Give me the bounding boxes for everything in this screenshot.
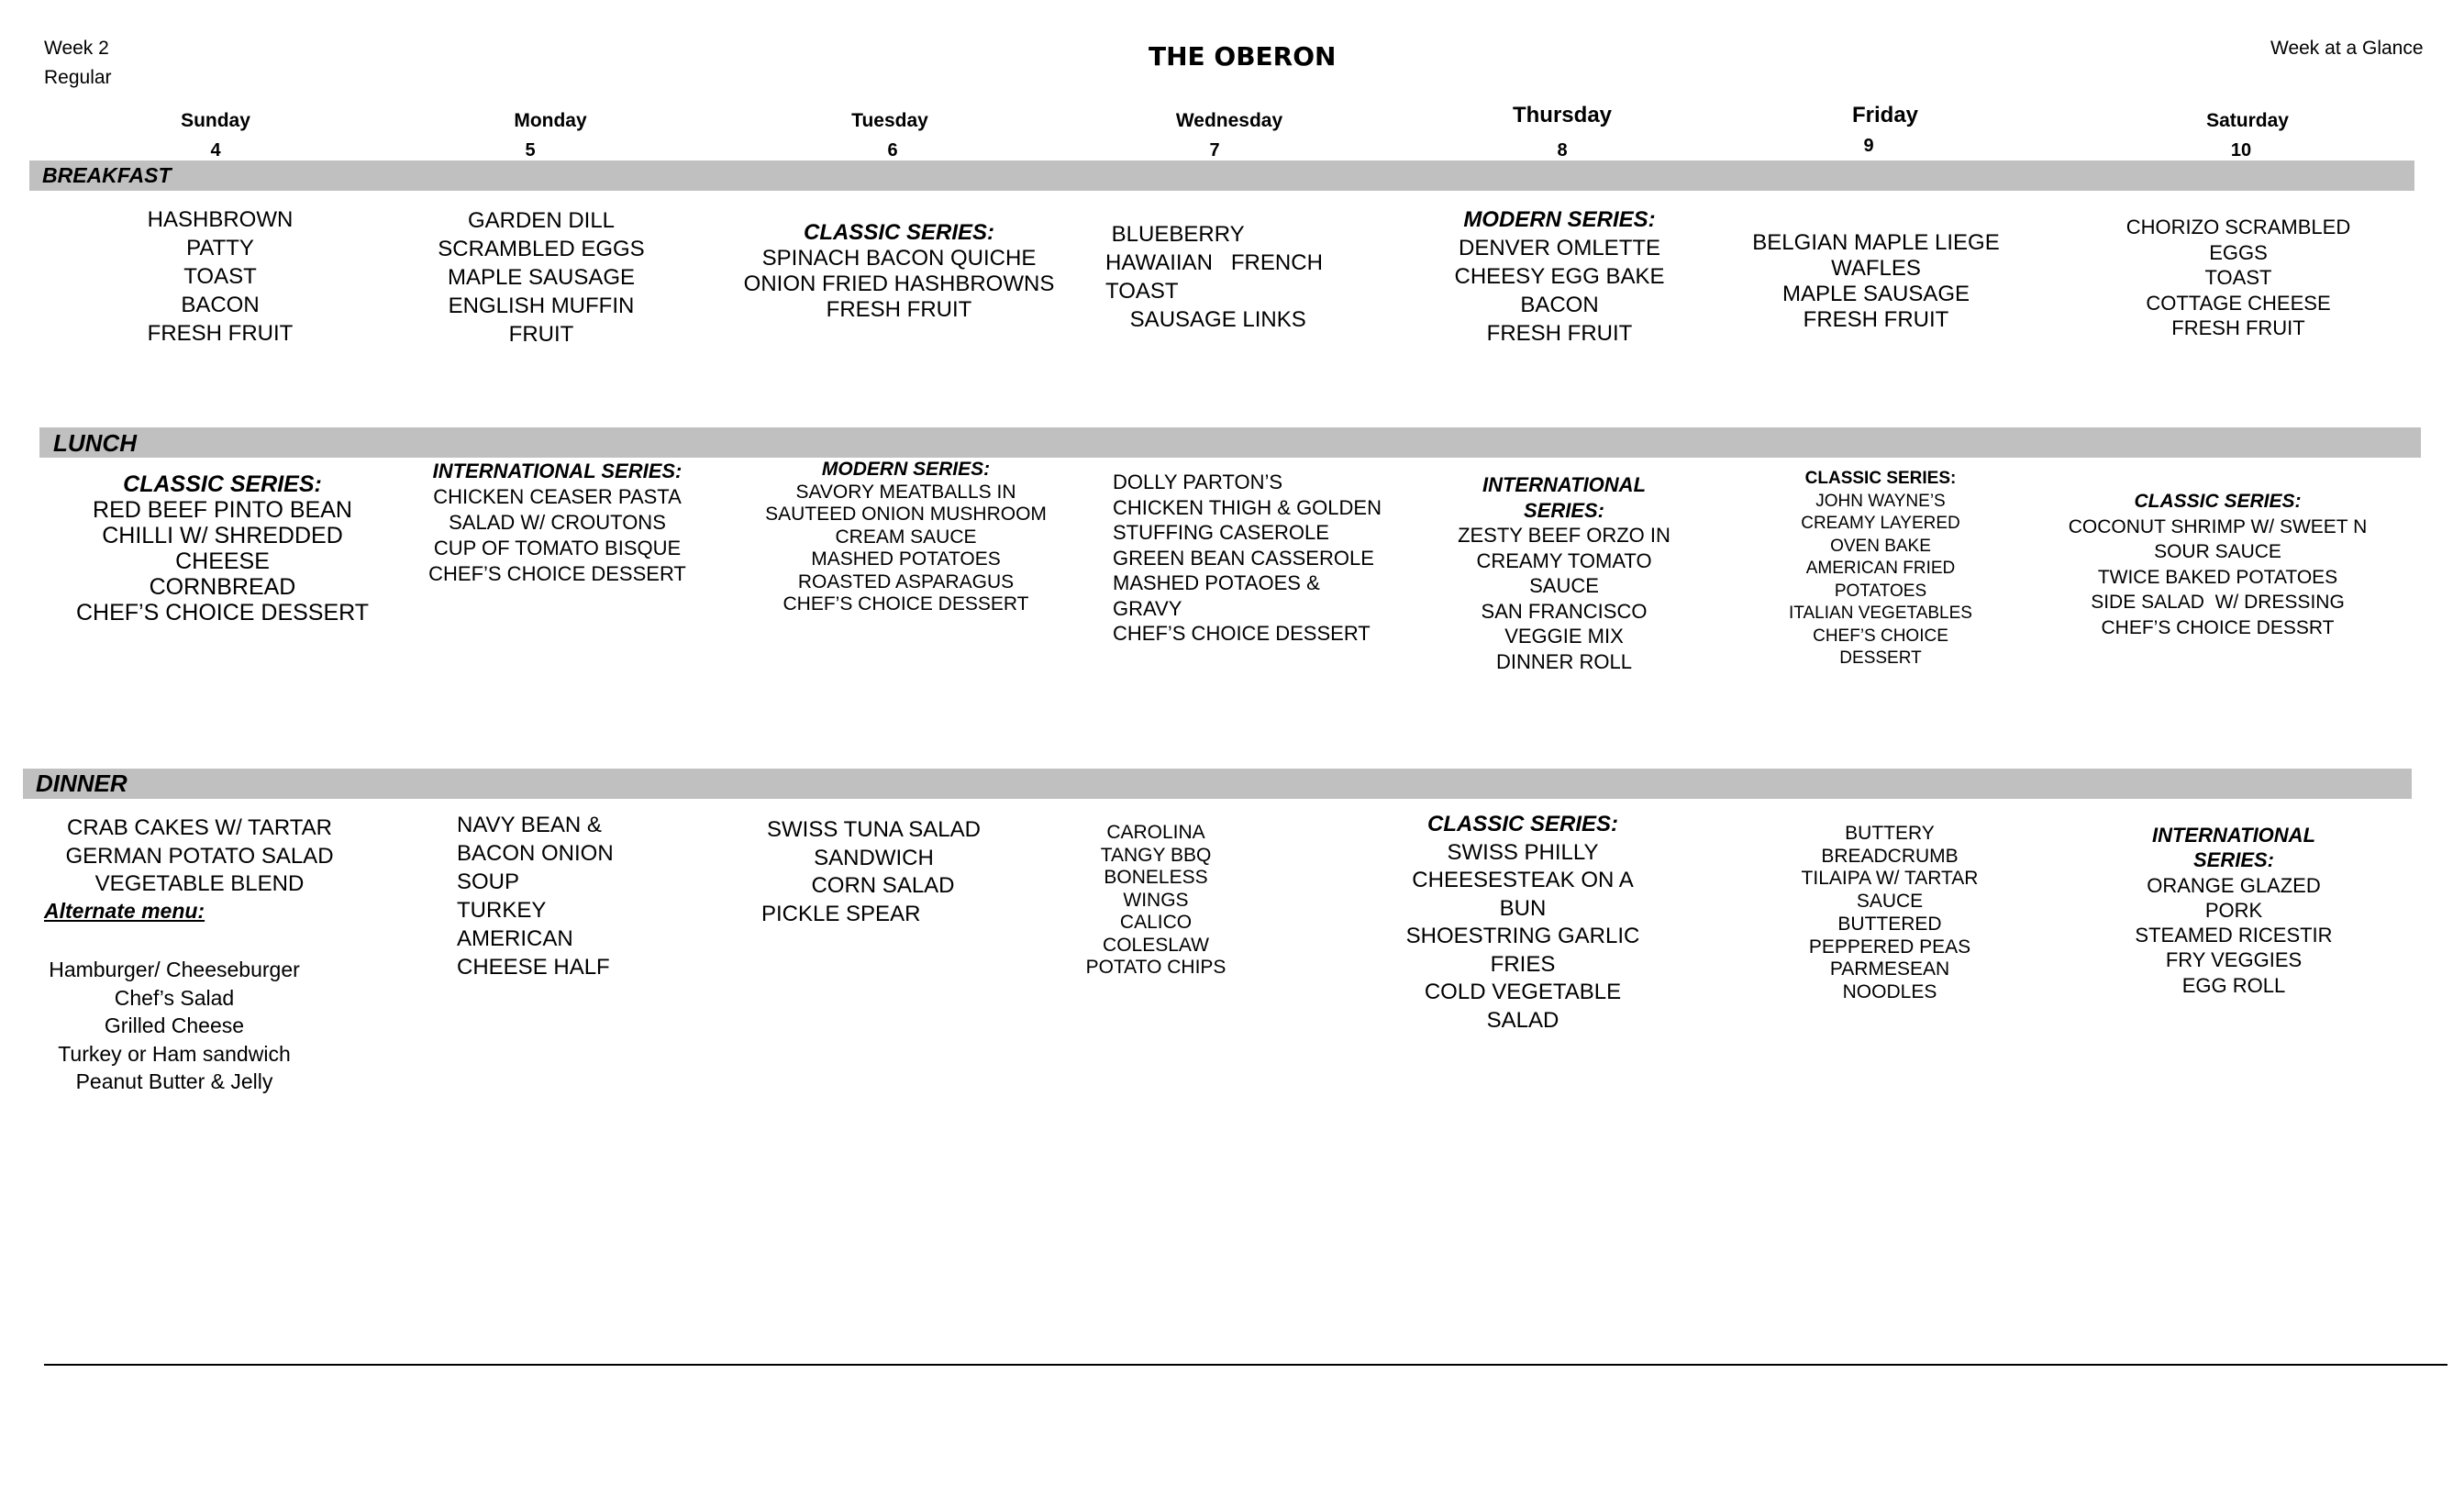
alternate-menu-heading: Alternate menu: bbox=[44, 899, 205, 923]
menu-item: CORNBREAD bbox=[149, 574, 296, 600]
menu-item: CHEESY EGG BAKE bbox=[1454, 264, 1665, 289]
menu-item: POTATO CHIPS bbox=[1085, 957, 1226, 978]
menu-item: PEPPERED PEAS bbox=[1808, 936, 1971, 958]
menu-item: CHICKEN CEASER PASTA bbox=[433, 485, 682, 508]
menu-item: SALAD bbox=[1486, 1007, 1559, 1033]
dinner-cell-wednesday bbox=[1064, 822, 1248, 980]
menu-item: STUFFING CASEROLE bbox=[1113, 521, 1329, 544]
menu-item: CHEF’S CHOICE DESSRT bbox=[2101, 616, 2335, 638]
menu-item: BACON bbox=[181, 293, 260, 317]
menu-item: AMERICAN bbox=[457, 926, 573, 951]
menu-item: CORN SALAD bbox=[793, 873, 955, 898]
menu-item: CREAM SAUCE bbox=[835, 526, 977, 548]
menu-item: BACON ONION bbox=[457, 841, 614, 866]
lunch-cell-sunday bbox=[64, 471, 381, 626]
menu-item: TOAST bbox=[183, 264, 257, 289]
menu-item: SANDWICH bbox=[814, 845, 934, 870]
series-heading: INTERNATIONAL bbox=[1482, 473, 1647, 496]
alternate-menu-item: Hamburger/ Cheeseburger bbox=[49, 958, 300, 981]
lunch-cell-tuesday bbox=[748, 459, 1064, 616]
menu-item: HASHBROWN bbox=[147, 207, 294, 232]
menu-item: CRAB CAKES W/ TARTAR bbox=[67, 815, 332, 840]
menu-item: COLESLAW bbox=[1103, 934, 1209, 956]
lunch-band bbox=[39, 427, 2421, 458]
week-at-a-glance-label: Week at a Glance bbox=[2270, 38, 2424, 59]
dinner-cell-thursday bbox=[1394, 811, 1651, 1035]
menu-item: SAUCE bbox=[1856, 891, 1924, 913]
menu-item: BACON bbox=[1520, 293, 1599, 317]
menu-item: TOAST bbox=[2204, 266, 2272, 289]
menu-item: POTATOES bbox=[1834, 581, 1927, 601]
menu-item: TANGY BBQ bbox=[1100, 844, 1212, 866]
menu-item: ITALIAN VEGETABLES bbox=[1789, 604, 1972, 623]
menu-item: BLUEBERRY bbox=[1105, 222, 1245, 247]
series-heading: SERIES: bbox=[1523, 498, 1605, 522]
menu-item: SAUTEED ONION MUSHROOM bbox=[765, 504, 1047, 525]
series-heading: CLASSIC SERIES: bbox=[1426, 812, 1619, 836]
day-name-sunday: Sunday bbox=[181, 110, 250, 131]
breakfast-cell-friday bbox=[1734, 230, 2018, 333]
menu-item: FRUIT bbox=[508, 322, 574, 347]
menu-item: SWISS TUNA SALAD bbox=[767, 817, 981, 842]
menu-item: CHEF’S CHOICE DESSERT bbox=[428, 562, 686, 585]
day-date-tuesday: 6 bbox=[887, 140, 898, 161]
menu-item: ONION FRIED HASHBROWNS bbox=[743, 271, 1055, 296]
menu-item: BUN bbox=[1499, 895, 1547, 921]
menu-item: DINNER ROLL bbox=[1496, 649, 1632, 673]
menu-item: NAVY BEAN & bbox=[457, 813, 602, 837]
menu-item: CHEF’S CHOICE DESSERT bbox=[782, 593, 1029, 615]
dinner-cell-friday bbox=[1770, 823, 2009, 1004]
menu-item: ZESTY BEEF ORZO IN bbox=[1458, 524, 1670, 547]
menu-item: WINGS bbox=[1123, 889, 1189, 911]
day-date-monday: 5 bbox=[525, 140, 536, 161]
breakfast-band bbox=[29, 161, 2414, 191]
menu-item: SALAD W/ CROUTONS bbox=[449, 511, 666, 534]
menu-item: DOLLY PARTON’S bbox=[1113, 471, 1283, 493]
menu-item: SOUP bbox=[457, 869, 520, 894]
menu-item: BONELESS bbox=[1104, 867, 1208, 888]
menu-item: FRY VEGGIES bbox=[2165, 948, 2303, 972]
menu-item: MASHED POTATOES bbox=[811, 548, 1001, 570]
menu-item: FRESH FRUIT bbox=[1486, 321, 1633, 346]
menu-item: SPINACH BACON QUICHE bbox=[761, 246, 1037, 271]
menu-item: PATTY bbox=[186, 236, 254, 260]
menu-item: TWICE BAKED POTATOES bbox=[2097, 566, 2338, 588]
day-name-friday: Friday bbox=[1851, 103, 1919, 127]
menu-item: CAROLINA bbox=[1106, 822, 1205, 843]
day-date-wednesday: 7 bbox=[1209, 140, 1220, 161]
menu-item: MAPLE SAUSAGE bbox=[447, 265, 636, 290]
menu-item: CREAMY LAYERED bbox=[1801, 514, 1960, 533]
day-date-sunday: 4 bbox=[210, 140, 221, 161]
footer-divider bbox=[44, 1364, 2447, 1366]
breakfast-label: BREAKFAST bbox=[42, 163, 172, 187]
menu-item: CHEF’S CHOICE bbox=[1813, 626, 1948, 646]
day-name-wednesday: Wednesday bbox=[1175, 110, 1283, 131]
menu-item: FRESH FRUIT bbox=[147, 321, 294, 346]
menu-item: COLD VEGETABLE bbox=[1424, 980, 1622, 1004]
menu-item: CUP OF TOMATO BISQUE bbox=[433, 537, 682, 559]
menu-type-label: Regular bbox=[44, 67, 112, 88]
menu-item: CALICO bbox=[1119, 912, 1193, 933]
menu-item: PARMESEAN bbox=[1829, 958, 1950, 980]
menu-item: OVEN BAKE bbox=[1830, 536, 1931, 556]
menu-item: HAWAIIAN FRENCH bbox=[1105, 250, 1323, 275]
lunch-cell-saturday bbox=[2055, 489, 2381, 640]
menu-item: SWISS PHILLY bbox=[1447, 839, 1599, 865]
alternate-menu-item: Chef’s Salad bbox=[114, 985, 235, 1010]
menu-item: GARDEN DILL bbox=[467, 208, 616, 233]
menu-item: EGG ROLL bbox=[2181, 973, 2286, 997]
series-heading: INTERNATIONAL SERIES: bbox=[432, 460, 683, 482]
menu-item: BREADCRUMB bbox=[1821, 845, 1959, 867]
menu-item: SOUR SAUCE bbox=[2154, 541, 2281, 562]
breakfast-cell-tuesday bbox=[734, 220, 1064, 323]
menu-item: CHEESESTEAK ON A bbox=[1412, 868, 1634, 892]
dinner-cell-tuesday bbox=[761, 816, 986, 928]
menu-item: NOODLES bbox=[1842, 980, 1937, 1002]
menu-item: AMERICAN FRIED bbox=[1805, 559, 1956, 578]
page-title: THE OBERON bbox=[1149, 41, 1337, 72]
dinner-cell-monday bbox=[457, 811, 668, 981]
series-heading: INTERNATIONAL bbox=[2151, 824, 2316, 847]
menu-item: COTTAGE CHEESE bbox=[2146, 291, 2331, 315]
series-heading: CLASSIC SERIES: bbox=[1804, 469, 1957, 488]
dinner-cell-sunday bbox=[55, 814, 344, 899]
menu-item: STEAMED RICESTIR bbox=[2135, 924, 2333, 947]
breakfast-cell-sunday bbox=[110, 205, 330, 348]
lunch-cell-thursday bbox=[1440, 472, 1688, 674]
day-date-saturday: 10 bbox=[2230, 140, 2252, 161]
alternate-menu-list bbox=[41, 956, 307, 1096]
menu-item: SIDE SALAD W/ DRESSING bbox=[2091, 592, 2345, 613]
menu-item: PORK bbox=[2204, 898, 2263, 922]
menu-item: TOAST bbox=[1105, 279, 1179, 304]
menu-item: GREEN BEAN CASSEROLE bbox=[1113, 546, 1374, 570]
menu-item: CHEF’S CHOICE DESSERT bbox=[75, 600, 370, 626]
breakfast-cell-thursday bbox=[1431, 205, 1688, 348]
menu-item: VEGETABLE BLEND bbox=[94, 871, 305, 896]
day-date-thursday: 8 bbox=[1557, 140, 1568, 161]
menu-item: CHICKEN THIGH & GOLDEN bbox=[1113, 495, 1382, 519]
menu-item: DESSERT bbox=[1839, 648, 1922, 668]
menu-item: BUTTERED bbox=[1837, 913, 1942, 935]
menu-item: GRAVY bbox=[1113, 596, 1182, 620]
menu-item: GERMAN POTATO SALAD bbox=[65, 843, 334, 869]
series-heading: MODERN SERIES: bbox=[1463, 207, 1656, 232]
menu-item: SAUSAGE LINKS bbox=[1105, 307, 1306, 332]
menu-item: TURKEY bbox=[457, 898, 547, 923]
menu-item: CHILLI W/ SHREDDED bbox=[102, 523, 343, 548]
menu-item: ENGLISH MUFFIN bbox=[448, 293, 635, 318]
dinner-cell-saturday bbox=[2128, 823, 2339, 998]
menu-item: FRESH FRUIT bbox=[2171, 316, 2305, 339]
menu-item: FRIES bbox=[1490, 951, 1556, 977]
menu-item: SHOESTRING GARLIC bbox=[1405, 924, 1640, 948]
breakfast-cell-monday bbox=[427, 206, 656, 349]
day-name-saturday: Saturday bbox=[2206, 110, 2289, 131]
series-heading: CLASSIC SERIES: bbox=[803, 220, 995, 245]
week-label: Week 2 bbox=[44, 38, 109, 59]
menu-item: COCONUT SHRIMP W/ SWEET N bbox=[2068, 515, 2368, 537]
menu-item: JOHN WAYNE’S bbox=[1815, 491, 1946, 511]
menu-item: CHEF’S CHOICE DESSERT bbox=[1113, 622, 1371, 645]
menu-item: CHEESE HALF bbox=[457, 955, 610, 980]
lunch-cell-wednesday bbox=[1113, 470, 1382, 647]
series-heading: CLASSIC SERIES: bbox=[2134, 491, 2302, 512]
lunch-cell-friday bbox=[1770, 468, 1991, 670]
breakfast-cell-saturday bbox=[2101, 215, 2376, 341]
day-name-tuesday: Tuesday bbox=[851, 110, 928, 131]
menu-item: DENVER OMLETTE bbox=[1458, 236, 1661, 260]
menu-item: CHORIZO SCRAMBLED bbox=[2125, 216, 2351, 238]
menu-item: FRESH FRUIT bbox=[1803, 307, 1949, 332]
day-name-thursday: Thursday bbox=[1512, 103, 1613, 127]
menu-item: MASHED POTAOES & bbox=[1113, 571, 1320, 594]
series-heading: CLASSIC SERIES: bbox=[123, 471, 322, 497]
menu-item: SAN FRANCISCO bbox=[1481, 599, 1648, 623]
menu-item: CHEESE bbox=[175, 548, 270, 574]
menu-item: WAFLES bbox=[1831, 256, 1921, 281]
dinner-band bbox=[23, 769, 2412, 799]
menu-item: TILAIPA W/ TARTAR bbox=[1801, 868, 1979, 890]
menu-item: CREAMY TOMATO bbox=[1476, 548, 1652, 572]
alternate-menu-item: Grilled Cheese bbox=[104, 1013, 245, 1037]
menu-item: ORANGE GLAZED bbox=[2147, 873, 2321, 897]
lunch-label: LUNCH bbox=[53, 429, 137, 457]
menu-item: SAUCE bbox=[1529, 574, 1599, 597]
menu-item: SCRAMBLED EGGS bbox=[438, 237, 645, 261]
menu-item: BUTTERY bbox=[1845, 823, 1935, 844]
day-name-monday: Monday bbox=[514, 110, 587, 131]
day-date-friday: 9 bbox=[1863, 136, 1874, 156]
lunch-cell-monday bbox=[417, 459, 697, 587]
menu-item: PICKLE SPEAR bbox=[761, 901, 921, 926]
menu-item: EGGS bbox=[2209, 240, 2268, 264]
dinner-label: DINNER bbox=[36, 770, 128, 797]
menu-item: SAVORY MEATBALLS IN bbox=[795, 481, 1016, 503]
breakfast-cell-wednesday bbox=[1105, 220, 1381, 334]
alternate-menu-item: Turkey or Ham sandwich bbox=[58, 1041, 291, 1066]
menu-item: MAPLE SAUSAGE bbox=[1781, 282, 1970, 306]
menu-item: RED BEEF PINTO BEAN bbox=[93, 497, 352, 523]
series-heading: SERIES: bbox=[2192, 848, 2275, 872]
menu-item: VEGGIE MIX bbox=[1504, 625, 1624, 648]
menu-item: ROASTED ASPARAGUS bbox=[797, 570, 1015, 592]
menu-item: FRESH FRUIT bbox=[826, 297, 972, 322]
alternate-menu-item: Peanut Butter & Jelly bbox=[75, 1069, 273, 1093]
menu-item: BELGIAN MAPLE LIEGE bbox=[1752, 230, 2000, 255]
series-heading: MODERN SERIES: bbox=[821, 459, 991, 480]
